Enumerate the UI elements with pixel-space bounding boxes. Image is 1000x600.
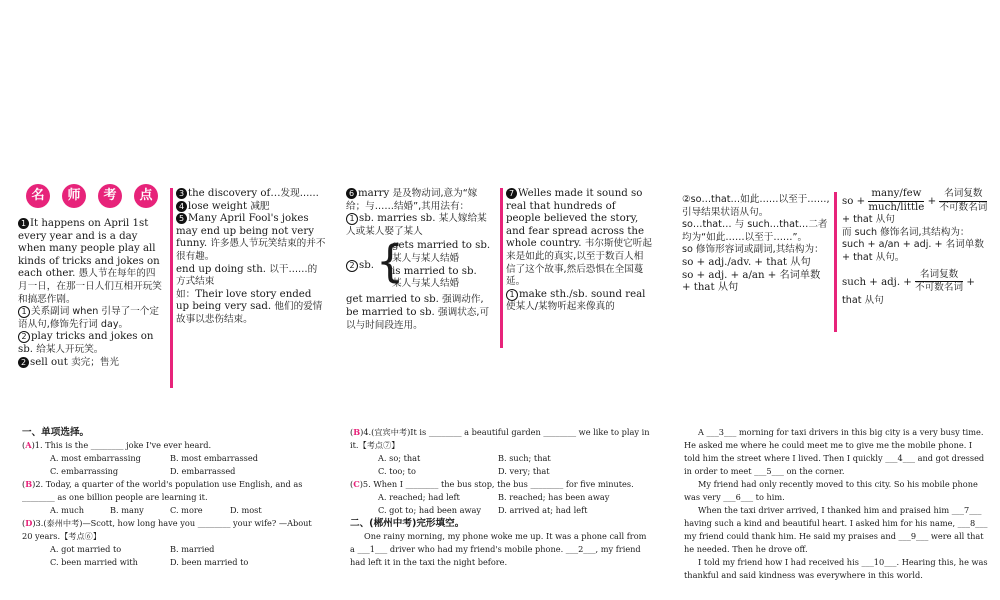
divider-bar <box>170 188 173 388</box>
knowledge-panel-3 <box>670 156 1000 396</box>
header-char: 考 <box>98 184 122 208</box>
notes-column <box>176 188 326 327</box>
note-item: 1 sb. marries sb. 某人嫁给某人或某人娶了某人 <box>346 213 487 237</box>
exercise-panel-1: 一、单项选择。 (A)1. This is the ________ joke I've ever heard. A. most embarrassing B. most embarrassed C. embarrassing D. embarrassed (B)2. Today, a quarter of the world's population use English, and as ________ as one billion people are learning it. A. much B. many C. more D. most (D)3.(泰州中考)—Scott, how long have you ________ your wife? —About 20 years.【考点⑥】 A. got married to B. married C. been married with D. been married to <box>12 414 330 600</box>
note-item: be married to sb. 强调状态,可以与时间段连用。 <box>346 306 490 331</box>
header-char: 名 <box>26 184 50 208</box>
cloze-paragraph: When the taxi driver arrived, I thanked him and praised him ___7___ having such a kind and beautiful heart. I asked him for his name, ___8___ my friend could thank him. He said my praises and ___9___ were all that he needed. Then he drove off. <box>684 505 988 554</box>
note-item: 1 It happens on April 1st every year and is a day when many people play all kinds of tricks and jokes on each other. 愚人节在每年的四月一日，在那一日人们互相开玩笑和搞恶作剧。 <box>18 218 162 305</box>
note-item: 如：Their love story ended up being very sad. 他们的爱情故事以悲伤结束。 <box>176 288 323 325</box>
note-item: 2 sell out 卖完；售光 <box>18 357 164 370</box>
question-item: (A)1. This is the ________ joke I've ever heard. A. most embarrassing B. most embarrassed C. embarrassing D. embarrassed <box>22 440 258 476</box>
question-item: (B)4.(宜宾中考)It is ________ a beautiful garden ________ we like to play in it.【考点⑦】 A. so; that B. such; that C. too; to D. very; that <box>350 427 650 476</box>
notes-column <box>346 188 494 332</box>
note-item: 7 Welles made it sound so real that hundreds of people believed the story, and fear spread across the whole country. 韦尔斯使它听起来是如此的真实,以至于数百人相信了这个故事,然后恐惧在全国蔓延。 <box>506 188 652 288</box>
header-char: 师 <box>62 184 86 208</box>
question-item: (B)2. Today, a quarter of the world's population use English, and as ________ as one billion people are learning it. A. much B. many C. more D. most <box>22 479 303 515</box>
formula-so: so + $\frac{\text{many/few}}{\text{much/little}}$ + $\frac{\text{名词复数}}{\text{不可数名词}}$ + that 从句 <box>842 188 988 226</box>
exercise-panel-2: (B)4.(宜宾中考)It is ________ a beautiful garden ________ we like to play in it.【考点⑦】 A. so; that B. such; that C. too; to D. very; that (C)5. When I ________ the bus stop, the bus ________ for five minutes. A. reached; had left B. reached; has been away C. got to; had been away D. arrived at; had left 二、(郴州中考)完形填空。 One rainy morning, my phone woke me up. It was a phone call from a ___1___ driver who had my friend's mobile phone. ___2___, my friend had left it in the taxi the night before. <box>340 414 658 600</box>
question-item: (C)5. When I ________ the bus stop, the bus ________ for five minutes. A. reached; had left B. reached; has been away C. got to; had been away D. arrived at; had left <box>350 479 634 515</box>
header-char: 点 <box>134 184 158 208</box>
cloze-paragraph: My friend had only recently moved to this city. So his mobile phone was very ___6___ to him. <box>684 479 978 502</box>
knowledge-panel-1 <box>12 156 330 396</box>
notes-column: ②so…that…如此……以至于……,引导结果状语从句。 so…that… 与 such…that…二者均为“如此……以至于……”。 so 修饰形容词或副词,其结构为： so + adj./adv. + that 从句 so + adj. + a/an + 名词单数 + that 从句 <box>682 194 830 294</box>
divider-bar <box>500 188 503 348</box>
question-item: (D)3.(泰州中考)—Scott, how long have you ________ your wife? —About 20 years.【考点⑥】 A. got married to B. married C. been married with D. been married to <box>22 518 312 567</box>
note-item: 4 lose weight 减肥 <box>176 201 326 214</box>
cloze-passage: One rainy morning, my phone woke me up. It was a phone call from a ___1___ driver who had my friend's mobile phone. ___2___, my friend had left it in the taxi the night before. <box>350 531 647 567</box>
cloze-paragraph: I told my friend how I had received his ___10___. Hearing this, he was thankful and said kindness was everywhere in this world. <box>684 557 988 580</box>
notes-column <box>506 188 652 314</box>
note-item: end up doing sth. 以干……的方式结束 <box>176 263 318 288</box>
section-header-badge <box>26 184 166 208</box>
formula-column: so + $\frac{\text{many/few}}{\text{much/little}}$ + $\frac{\text{名词复数}}{\text{不可数名词}}$ + that 从句 而 such 修饰名词,其结构为： such + a/an + adj. + 名词单数 + that 从句。 such + adj. + $\frac{\text{名词复数}}{\text{不可数名词}}$ + that 从句 <box>842 188 992 307</box>
note-item: get married to sb. 强调动作, <box>346 294 484 306</box>
note-item: 5 Many April Fool's jokes may end up being not very funny. 许多愚人节玩笑结束的并不很有趣。 <box>176 213 326 262</box>
brace-block: 2 sb. { gets married to sb. 某人与某人结婚 is married to sb. 某人与某人结婚 <box>346 240 494 292</box>
note-item: 1 关系副词 when 引导了一个定语从句,修饰先行词 day。 <box>18 306 159 330</box>
formula-such: such + adj. + $\frac{\text{名词复数}}{\text{不可数名词}}$ + that 从句 <box>842 268 975 306</box>
exercise-panel-3 <box>670 414 1000 600</box>
notes-column <box>18 218 164 369</box>
note-item: 2 play tricks and jokes on sb. 给某人开玩笑。 <box>18 331 154 355</box>
divider-bar <box>834 192 837 332</box>
note-item: 3 the discovery of…发现…… <box>176 188 326 201</box>
knowledge-panel-2 <box>340 156 658 396</box>
cloze-paragraph: A ___3___ morning for taxi drivers in this big city is a very busy time. He asked me where he could meet me to give me the mobile phone. I told him the street where I lived. Then I quickly ___4___ and got dressed in order to meet ___5___ on the corner. <box>684 427 985 476</box>
note-item: 6 marry 是及物动词,意为“嫁给；与……结婚”,其用法有： <box>346 188 478 212</box>
note-item: 1 make sth./sb. sound real 使某人/某物听起来像真的 <box>506 288 646 313</box>
